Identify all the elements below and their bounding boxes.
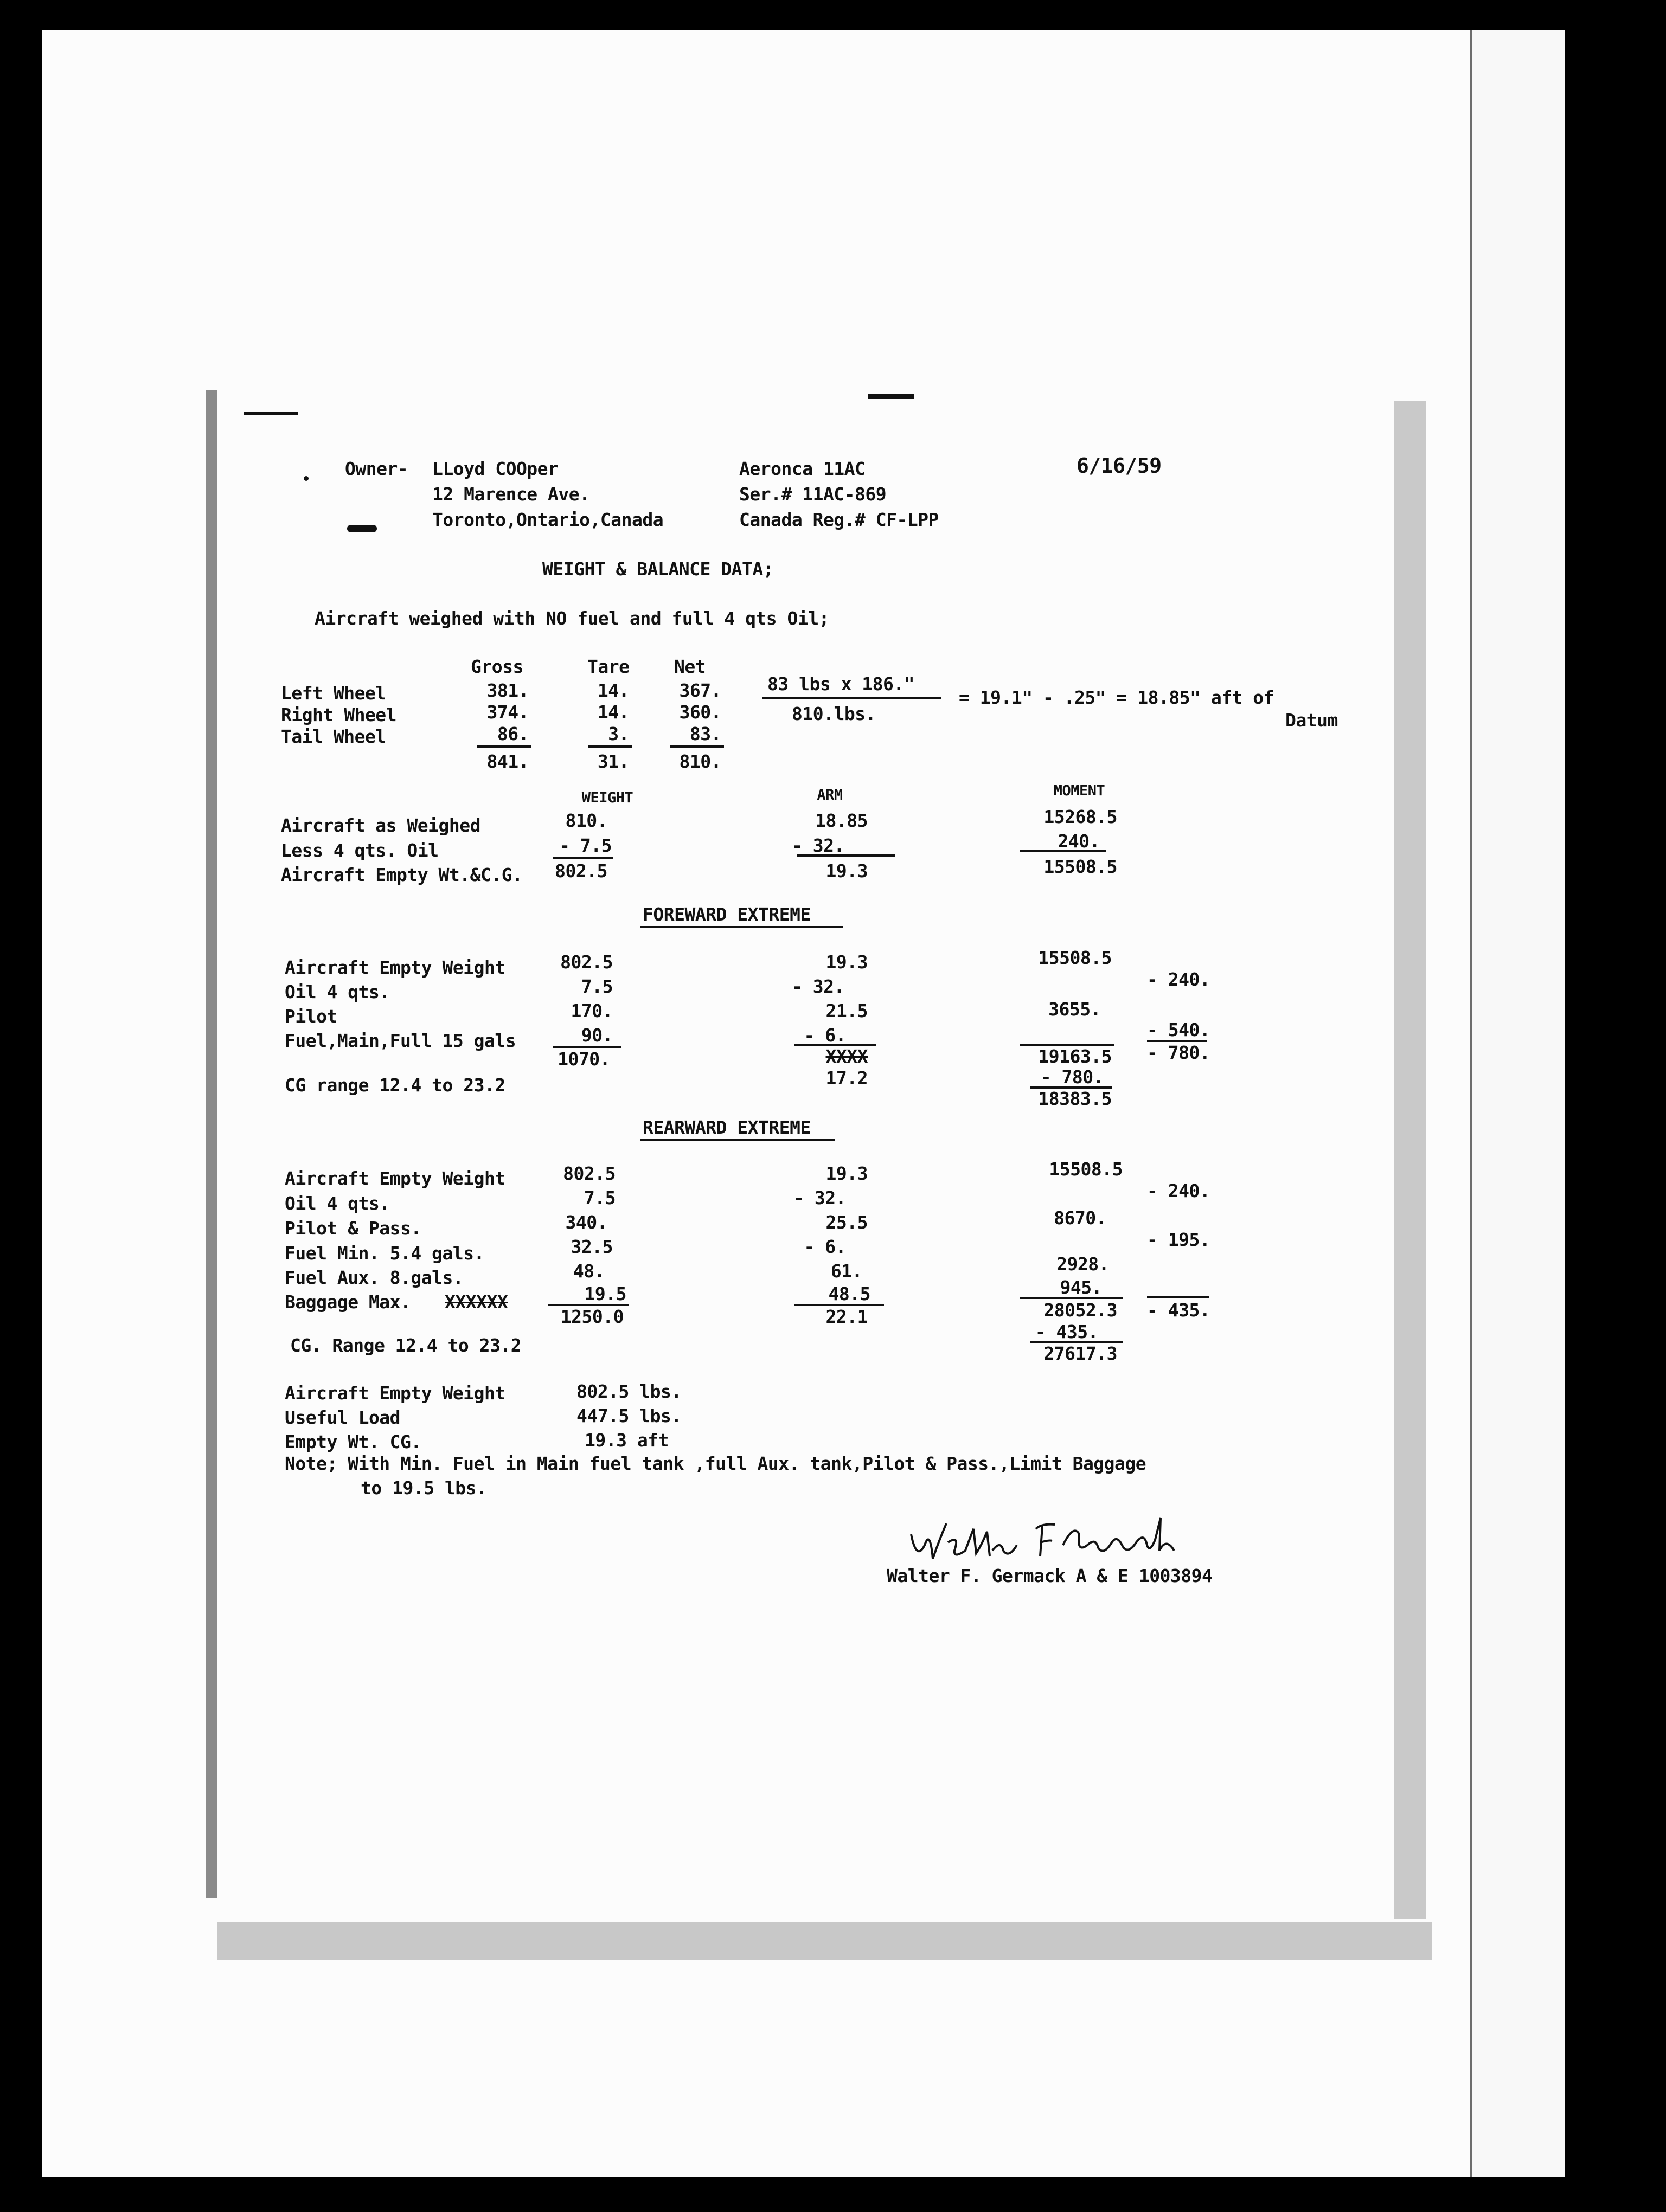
rule [553, 1046, 621, 1048]
document-sheet [42, 30, 1474, 2177]
as-weighed-arm: 18.85 [815, 810, 868, 831]
aircraft-serial: Ser.# 11AC-869 [739, 484, 887, 505]
rwd-oil-label: Oil 4 qts. [285, 1193, 390, 1214]
scan-shadow-right [1394, 401, 1426, 1919]
rwd-oil-extra: - 240. [1147, 1180, 1210, 1201]
tail-wheel-gross: 86. [497, 723, 529, 744]
left-wheel-gross: 381. [486, 680, 529, 701]
owner-city: Toronto,Ontario,Canada [432, 509, 664, 530]
fwd-fuel-weight: 90. [581, 1025, 613, 1046]
rule [1147, 1296, 1209, 1298]
right-wheel-gross: 374. [486, 702, 529, 723]
summary-empty-label: Aircraft Empty Weight [285, 1382, 505, 1404]
scan-shadow-bottom [217, 1922, 1432, 1960]
fwd-pilot-moment: 3655. [1048, 999, 1101, 1020]
summary-cg-label: Empty Wt. CG. [285, 1431, 421, 1452]
rwd-oil-weight: 7.5 [584, 1187, 616, 1208]
document-date: 6/16/59 [1077, 454, 1162, 478]
rearward-title: REARWARD EXTREME [643, 1117, 811, 1138]
left-wheel-label: Left Wheel [281, 683, 386, 704]
summary-useful-value: 447.5 lbs. [576, 1405, 682, 1426]
fwd-oil-label: Oil 4 qts. [285, 981, 390, 1002]
rwd-extra-total: - 435. [1147, 1300, 1210, 1321]
fwd-pilot-label: Pilot [285, 1006, 337, 1027]
rwd-baggage-weight: 19.5 [584, 1283, 626, 1304]
rwd-oil-arm: - 32. [793, 1187, 846, 1208]
rule [588, 745, 632, 748]
smudge [244, 412, 298, 415]
fwd-moment-final: 18383.5 [1038, 1088, 1112, 1109]
rule [553, 857, 613, 859]
rwd-pilot-pass-weight: 340. [565, 1212, 607, 1233]
rwd-fuel-min-arm: - 6. [804, 1236, 846, 1257]
fwd-fuel-arm: - 6. [804, 1025, 846, 1046]
rwd-empty-label: Aircraft Empty Weight [285, 1168, 505, 1189]
rwd-pilot-pass-label: Pilot & Pass. [285, 1218, 421, 1239]
fwd-moment-less: - 780. [1040, 1066, 1104, 1088]
rwd-fuel-aux-weight: 48. [573, 1261, 605, 1282]
cg-denominator: 810.lbs. [792, 703, 876, 724]
rule [640, 1139, 835, 1141]
smudge [868, 394, 914, 399]
handwritten-signature [900, 1513, 1204, 1572]
rwd-moment-final: 27617.3 [1043, 1343, 1117, 1364]
fwd-cg-range: CG range 12.4 to 23.2 [285, 1075, 505, 1096]
rwd-moment-total: 28052.3 [1043, 1300, 1117, 1321]
as-weighed-weight: 810. [565, 810, 607, 831]
header-tare: Tare [587, 656, 630, 677]
rwd-cg-range: CG. Range 12.4 to 23.2 [290, 1335, 522, 1356]
fwd-oil-extra: - 240. [1147, 969, 1210, 990]
aircraft-registration: Canada Reg.# CF-LPP [739, 509, 939, 530]
fwd-extra-total: - 780. [1147, 1042, 1210, 1063]
rule [1020, 1297, 1123, 1299]
header-weight: WEIGHT [581, 789, 633, 806]
as-weighed-moment: 15268.5 [1043, 806, 1117, 827]
header-net: Net [674, 656, 706, 677]
fwd-empty-label: Aircraft Empty Weight [285, 957, 505, 978]
forward-title: FOREWARD EXTREME [643, 904, 811, 925]
fwd-fuel-extra: - 540. [1147, 1019, 1210, 1040]
fwd-moment-total: 19163.5 [1038, 1046, 1112, 1067]
rwd-fuel-min-label: Fuel Min. 5.4 gals. [285, 1243, 484, 1264]
less-oil-arm: - 32. [792, 835, 844, 856]
total-net: 810. [679, 751, 721, 772]
rwd-pilot-pass-arm: 25.5 [825, 1212, 868, 1233]
summary-cg-value: 19.3 aft [585, 1430, 669, 1451]
rule [640, 926, 843, 928]
tail-wheel-tare: 3. [608, 723, 629, 744]
header-moment: MOMENT [1053, 782, 1105, 799]
owner-name: LLoyd COOper [432, 458, 559, 479]
rwd-total-weight: 1250.0 [560, 1306, 624, 1327]
rule [477, 745, 531, 748]
rwd-fuel-aux-label: Fuel Aux. 8.gals. [285, 1267, 464, 1288]
note-line-2: to 19.5 lbs. [361, 1477, 487, 1499]
rwd-baggage-label: Baggage Max. [285, 1291, 411, 1313]
rwd-fuel-aux-arm: 61. [830, 1261, 862, 1282]
rwd-baggage-struck: XXXXXX [445, 1291, 508, 1313]
empty-weight: 802.5 [555, 860, 607, 882]
fwd-arm-struck: XXXX [825, 1046, 868, 1067]
fwd-empty-arm: 19.3 [825, 951, 868, 973]
fraction-bar [762, 697, 941, 699]
fwd-empty-weight: 802.5 [560, 951, 613, 973]
rwd-fuel-aux-moment: 2928. [1056, 1253, 1109, 1275]
as-weighed-label: Aircraft as Weighed [281, 815, 480, 836]
less-oil-weight: - 7.5 [559, 835, 612, 856]
fwd-oil-weight: 7.5 [581, 976, 613, 997]
summary-empty-value: 802.5 lbs. [576, 1381, 682, 1402]
empty-wt-cg-label: Aircraft Empty Wt.&C.G. [281, 864, 523, 885]
empty-arm: 19.3 [825, 860, 868, 882]
rwd-pilot-pass-moment: 8670. [1054, 1207, 1106, 1229]
summary-useful-label: Useful Load [285, 1407, 401, 1428]
rwd-fuel-min-weight: 32.5 [571, 1236, 613, 1257]
rule [797, 854, 895, 857]
rule [670, 745, 724, 748]
right-wheel-tare: 14. [597, 702, 629, 723]
total-tare: 31. [597, 751, 629, 772]
rule [1020, 850, 1106, 852]
smudge [304, 476, 309, 481]
empty-moment: 15508.5 [1043, 856, 1117, 877]
fwd-oil-arm: - 32. [792, 976, 844, 997]
weighing-conditions: Aircraft weighed with NO fuel and full 4 qts Oil; [315, 608, 830, 629]
rwd-baggage-moment: 945. [1060, 1277, 1102, 1298]
section-heading: WEIGHT & BALANCE DATA; [542, 558, 774, 580]
rwd-baggage-arm: 48.5 [828, 1283, 870, 1304]
fwd-total-weight: 1070. [558, 1049, 610, 1070]
left-wheel-net: 367. [679, 680, 721, 701]
less-oil-label: Less 4 qts. Oil [281, 840, 439, 861]
owner-street: 12 Marence Ave. [432, 484, 590, 505]
fwd-pilot-weight: 170. [571, 1000, 613, 1021]
rwd-empty-moment: 15508.5 [1049, 1159, 1123, 1180]
right-wheel-label: Right Wheel [281, 704, 397, 725]
rwd-empty-arm: 19.3 [825, 1163, 868, 1184]
rwd-moment-less: - 435. [1035, 1321, 1098, 1342]
aircraft-model: Aeronca 11AC [739, 458, 866, 479]
fwd-arm-result: 17.2 [825, 1068, 868, 1089]
page-edge [1470, 30, 1565, 2177]
rwd-fuel-min-extra: - 195. [1147, 1229, 1210, 1250]
less-oil-moment: 240. [1058, 831, 1100, 852]
cg-numerator: 83 lbs x 186." [767, 673, 915, 695]
scan-shadow-left [206, 390, 217, 1898]
header-arm: ARM [817, 787, 843, 803]
header-gross: Gross [471, 656, 523, 677]
total-gross: 841. [486, 751, 529, 772]
fwd-pilot-arm: 21.5 [825, 1000, 868, 1021]
owner-label: Owner- [345, 458, 408, 479]
tail-wheel-label: Tail Wheel [281, 726, 386, 747]
cg-datum: Datum [1285, 710, 1338, 731]
cg-result: = 19.1" - .25" = 18.85" aft of [959, 687, 1274, 708]
fwd-empty-moment: 15508.5 [1038, 947, 1112, 968]
smudge [347, 525, 377, 532]
tail-wheel-net: 83. [689, 723, 721, 744]
fwd-fuel-label: Fuel,Main,Full 15 gals [285, 1030, 516, 1051]
rwd-arm-result: 22.1 [825, 1306, 868, 1327]
rwd-empty-weight: 802.5 [563, 1163, 616, 1184]
note-line-1: Note; With Min. Fuel in Main fuel tank ,full Aux. tank,Pilot & Pass.,Limit Baggage [285, 1453, 1146, 1474]
signature-name: Walter F. Germack A & E 1003894 [887, 1565, 1213, 1586]
right-wheel-net: 360. [679, 702, 721, 723]
left-wheel-tare: 14. [597, 680, 629, 701]
